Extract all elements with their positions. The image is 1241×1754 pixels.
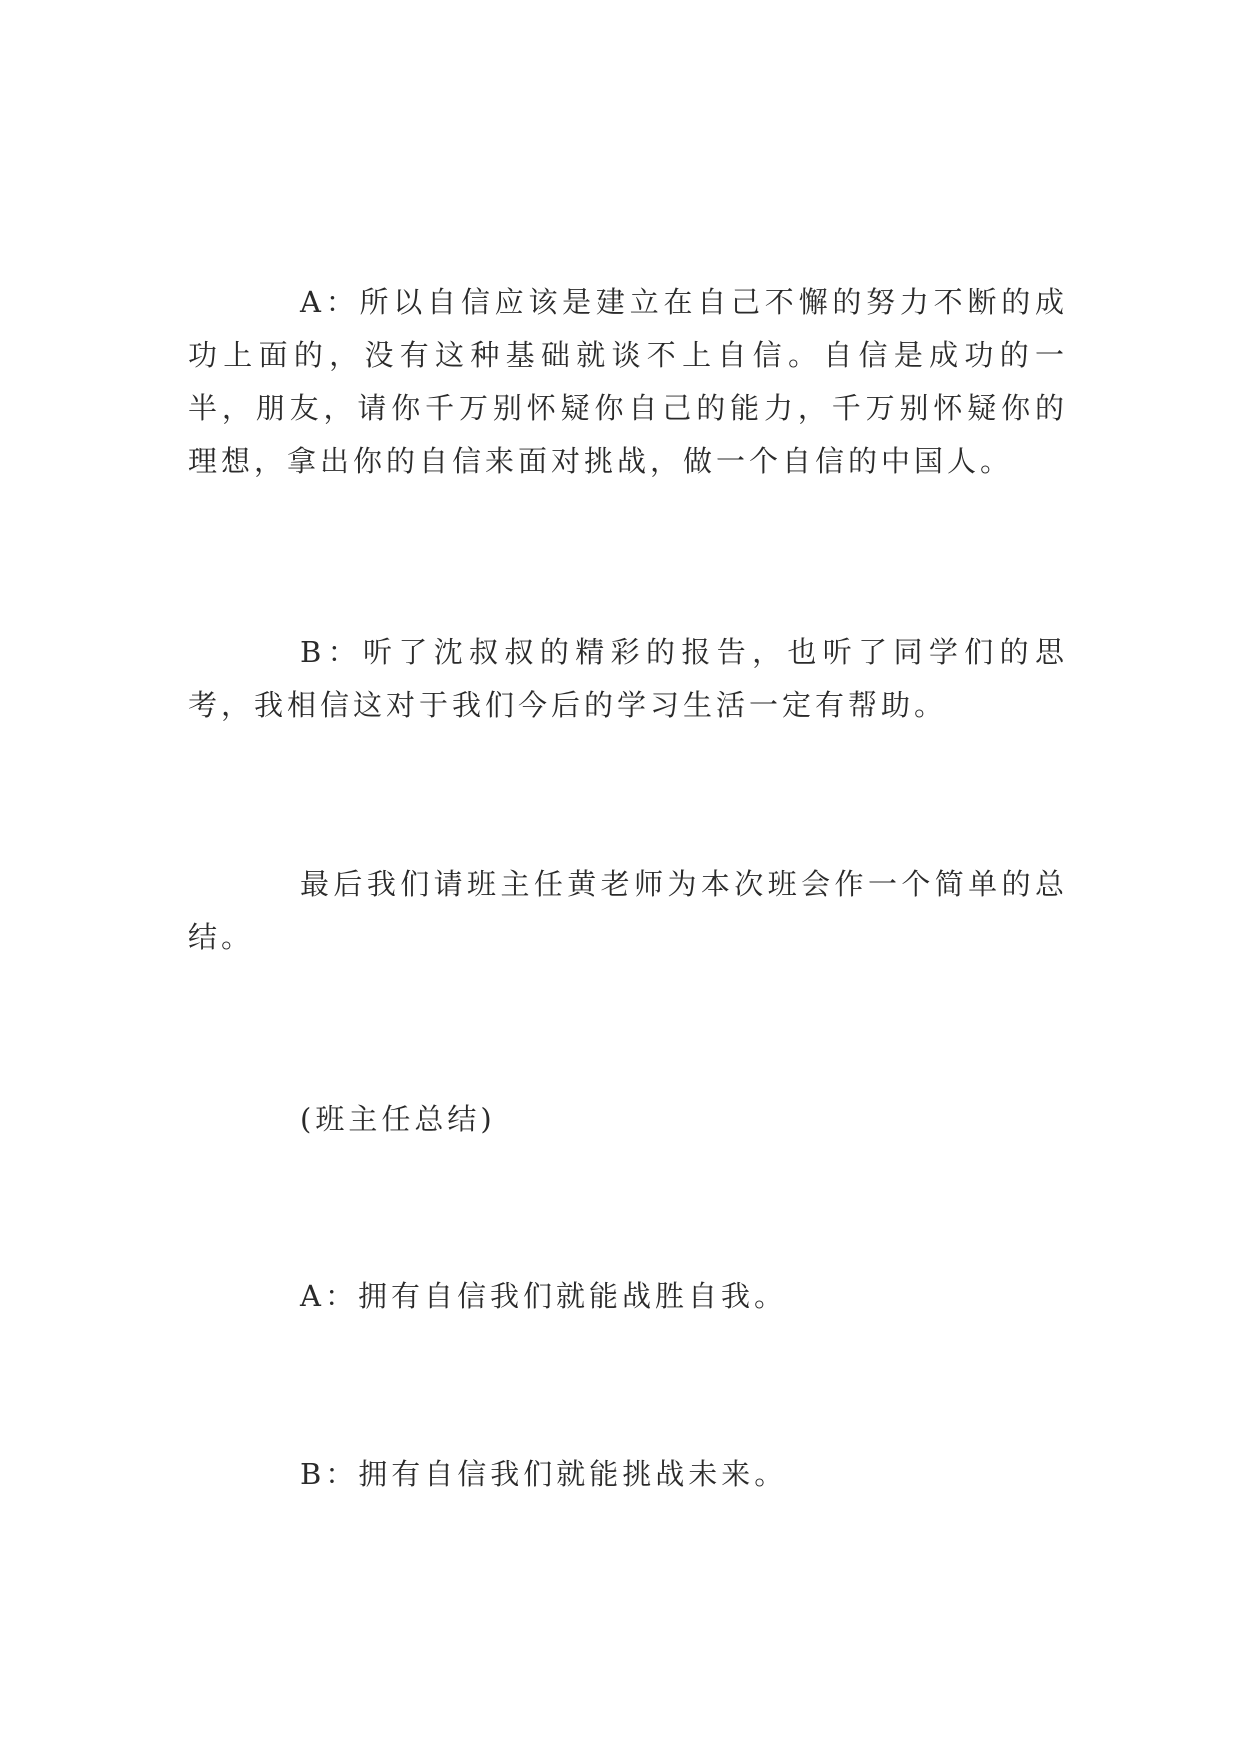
paragraph-b-report: B：听了沈叔叔的精彩的报告，也听了同学们的思考，我相信这对于我们今后的学习生活一定有帮助。 [188,635,1068,722]
paragraph-a-confidence: A：所以自信应该是建立在自己不懈的努力不断的成功上面的，没有这种基础就谈不上自信。自信是成功的一半，朋友，请你千万别怀疑你自己的能力，千万别怀疑你的理想，拿出你的自信来面对挑战，做一个自信的中国人。 [188,285,1068,478]
paragraph-a-closing: A：拥有自信我们就能战胜自我。 [300,1279,787,1313]
paragraph-teacher-summary-note: (班主任总结) [300,1102,496,1136]
paragraph-teacher-summary-invite: 最后我们请班主任黄老师为本次班会作一个简单的总结。 [188,867,1068,954]
paragraph-b-closing: B：拥有自信我们就能挑战未来。 [300,1457,788,1491]
